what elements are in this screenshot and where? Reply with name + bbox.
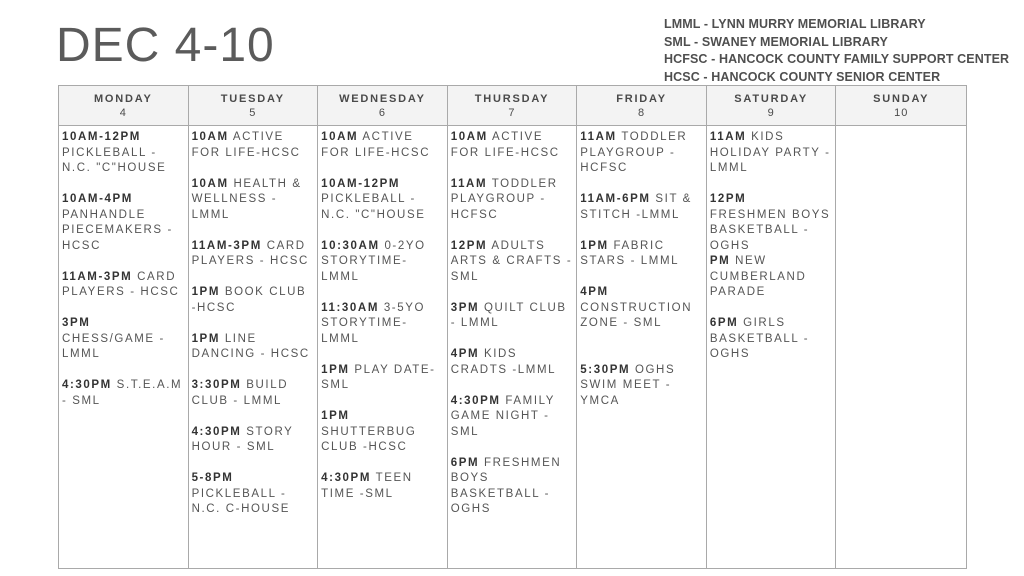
event-description: LINE DANCING - HCSC bbox=[191, 332, 310, 360]
calendar-event bbox=[451, 301, 574, 332]
event-description: ADULTS ARTS & CRAFTS -SML bbox=[450, 239, 573, 283]
calendar-event bbox=[451, 239, 574, 286]
calendar-event bbox=[192, 378, 315, 409]
event-time: 11AM bbox=[709, 131, 747, 143]
event-time: 10AM bbox=[191, 177, 229, 190]
event-description: FAMILY GAME NIGHT - SML bbox=[450, 394, 555, 438]
calendar-event bbox=[451, 130, 574, 161]
event-time: 1PM bbox=[321, 410, 350, 422]
calendar-event bbox=[580, 285, 703, 332]
calendar-event bbox=[710, 130, 833, 177]
event-time: 4:30PM bbox=[191, 425, 242, 438]
event-description: FRESHMEN BOYS BASKETBALL - OGHS bbox=[709, 208, 831, 252]
day-name: TUESDAY bbox=[220, 93, 285, 105]
calendar-event bbox=[580, 192, 703, 223]
event-time: 10AM-12PM bbox=[62, 131, 141, 143]
calendar-event bbox=[62, 130, 185, 177]
legend-item: HCFSC - HANCOCK COUNTY FAMILY SUPPORT CENTER bbox=[664, 52, 1010, 67]
event-description: ACTIVE FOR LIFE-HCSC bbox=[321, 131, 431, 159]
calendar-event bbox=[321, 130, 444, 161]
day-header-wednesday bbox=[318, 86, 448, 126]
calendar-event bbox=[62, 378, 185, 409]
event-description: STORY HOUR - SML bbox=[191, 425, 294, 453]
calendar-event bbox=[192, 177, 315, 224]
event-description: TEEN TIME -SML bbox=[321, 472, 413, 500]
event-description: CARD PLAYERS - HCSC bbox=[191, 239, 309, 267]
calendar-event bbox=[710, 254, 833, 301]
event-time: 4:30PM bbox=[62, 379, 112, 391]
event-description: PANHANDLE PIECEMAKERS - HCSC bbox=[62, 208, 173, 252]
day-header-saturday bbox=[707, 86, 837, 126]
event-description: ACTIVE FOR LIFE-HCSC bbox=[450, 131, 560, 159]
calendar-event bbox=[321, 471, 444, 502]
event-description: OGHS SWIM MEET - YMCA bbox=[580, 363, 676, 407]
day-column-friday bbox=[577, 126, 707, 568]
event-description: TODDLER PLAYGROUP - HCFSC bbox=[450, 177, 558, 221]
day-column-saturday bbox=[707, 126, 837, 568]
calendar-event bbox=[192, 239, 315, 270]
day-number: 9 bbox=[767, 107, 775, 119]
event-time: 1PM bbox=[580, 239, 609, 252]
event-time: 10AM bbox=[450, 131, 488, 143]
event-description: HEALTH & WELLNESS - LMML bbox=[191, 177, 302, 221]
event-time: 12PM bbox=[709, 193, 747, 205]
calendar-event bbox=[451, 456, 574, 518]
event-time: 6PM bbox=[709, 317, 739, 329]
calendar-event bbox=[580, 239, 703, 270]
event-description: SHUTTERBUG CLUB -HCSC bbox=[321, 425, 417, 453]
event-time: 5-8PM bbox=[191, 472, 234, 484]
day-name: THURSDAY bbox=[474, 93, 550, 105]
calendar-event bbox=[62, 270, 185, 301]
event-description: PICKLEBALL - N.C. "C"HOUSE bbox=[321, 193, 426, 221]
event-description: FABRIC STARS - LMML bbox=[580, 239, 680, 267]
event-time: PM bbox=[709, 255, 731, 267]
event-description: PICKLEBALL - N.C. C-HOUSE bbox=[191, 487, 290, 515]
day-number: 10 bbox=[894, 107, 909, 119]
event-time: 1PM bbox=[191, 286, 221, 298]
event-time: 4PM bbox=[580, 286, 609, 298]
day-name: MONDAY bbox=[93, 93, 153, 105]
event-time: 11AM-6PM bbox=[580, 193, 651, 205]
event-time: 5:30PM bbox=[580, 363, 631, 376]
event-description: 0-2YO STORYTIME- LMML bbox=[321, 239, 426, 283]
calendar-event bbox=[321, 363, 444, 394]
day-header-tuesday bbox=[189, 86, 319, 126]
calendar-event bbox=[451, 177, 574, 224]
day-name: SUNDAY bbox=[873, 93, 930, 105]
event-time: 1PM bbox=[191, 332, 221, 345]
event-description: KIDS CRADTS -LMML bbox=[450, 348, 557, 376]
event-time: 11AM-3PM bbox=[191, 239, 262, 252]
day-number: 8 bbox=[638, 107, 646, 119]
event-time: 3PM bbox=[62, 317, 91, 329]
legend-item: SML - SWANEY MEMORIAL LIBRARY bbox=[664, 34, 888, 49]
calendar-event bbox=[580, 130, 703, 177]
calendar-event bbox=[321, 409, 444, 456]
event-description: PICKLEBALL - N.C. "C"HOUSE bbox=[62, 146, 167, 174]
event-time: 10AM-12PM bbox=[321, 177, 401, 190]
event-description: KIDS HOLIDAY PARTY - LMML bbox=[709, 131, 831, 174]
event-time: 6PM bbox=[450, 456, 480, 469]
location-legend bbox=[664, 16, 1009, 86]
day-number: 5 bbox=[249, 107, 257, 119]
calendar-event bbox=[580, 363, 703, 410]
calendar-event bbox=[710, 192, 833, 254]
event-time: 11:30AM bbox=[321, 301, 380, 314]
calendar-event bbox=[451, 347, 574, 378]
day-name: WEDNESDAY bbox=[339, 93, 426, 105]
calendar-event bbox=[192, 471, 315, 518]
calendar-event bbox=[192, 425, 315, 456]
event-description: TODDLER PLAYGROUP - HCFSC bbox=[580, 131, 688, 174]
event-description: CARD PLAYERS - HCSC bbox=[62, 270, 180, 298]
event-description: 3-5YO STORYTIME- LMML bbox=[321, 301, 426, 345]
event-time: 10:30AM bbox=[321, 239, 380, 252]
calendar-event bbox=[62, 192, 185, 254]
day-name: FRIDAY bbox=[616, 93, 667, 105]
event-description: BUILD CLUB - LMML bbox=[191, 379, 289, 407]
legend-item: HCSC - HANCOCK COUNTY SENIOR CENTER bbox=[664, 69, 941, 84]
calendar-event bbox=[451, 394, 574, 441]
day-name: SATURDAY bbox=[734, 93, 808, 105]
event-description: GIRLS BASKETBALL - OGHS bbox=[709, 317, 810, 360]
event-time: 10AM bbox=[321, 131, 359, 143]
day-column-sunday bbox=[836, 126, 966, 568]
event-description: ACTIVE FOR LIFE-HCSC bbox=[191, 131, 301, 159]
calendar-event bbox=[321, 301, 444, 348]
event-description: S.T.E.A.M - SML bbox=[62, 379, 183, 407]
event-time: 4PM bbox=[450, 348, 480, 360]
calendar-event bbox=[710, 316, 833, 363]
calendar-event bbox=[192, 285, 315, 316]
event-description: PLAY DATE- SML bbox=[321, 363, 436, 391]
weekly-calendar bbox=[58, 85, 967, 569]
day-column-monday bbox=[59, 126, 189, 568]
event-description: QUILT CLUB - LMML bbox=[450, 301, 567, 329]
event-time: 11AM bbox=[450, 177, 488, 190]
day-column-wednesday bbox=[318, 126, 448, 568]
event-description: BOOK CLUB -HCSC bbox=[191, 286, 307, 314]
calendar-event bbox=[321, 239, 444, 286]
calendar-event bbox=[192, 130, 315, 161]
day-number: 7 bbox=[508, 107, 516, 119]
event-description: CONSTRUCTION ZONE - SML bbox=[580, 301, 693, 329]
day-column-thursday bbox=[448, 126, 578, 568]
event-time: 4:30PM bbox=[321, 472, 372, 484]
event-time: 11AM-3PM bbox=[62, 270, 133, 283]
event-time: 10AM bbox=[191, 131, 229, 143]
event-time: 3PM bbox=[450, 301, 480, 314]
calendar-event bbox=[192, 332, 315, 363]
day-header-sunday bbox=[836, 86, 966, 126]
calendar-event bbox=[321, 177, 444, 224]
event-description: FRESHMEN BOYS BASKETBALL - OGHS bbox=[450, 456, 562, 515]
event-time: 3:30PM bbox=[191, 379, 242, 391]
event-time: 12PM bbox=[450, 239, 488, 252]
day-number: 6 bbox=[378, 107, 386, 119]
event-time: 4:30PM bbox=[450, 394, 501, 407]
event-time: 1PM bbox=[321, 363, 350, 376]
event-time: 11AM bbox=[580, 131, 617, 143]
event-description: NEW CUMBERLAND PARADE bbox=[709, 255, 807, 298]
day-header-monday bbox=[59, 86, 189, 126]
event-description: SIT & STITCH -LMML bbox=[580, 193, 692, 221]
legend-item: LMML - LYNN MURRY MEMORIAL LIBRARY bbox=[664, 17, 926, 31]
day-column-tuesday bbox=[189, 126, 319, 568]
event-time: 10AM-4PM bbox=[62, 193, 133, 205]
page-title: DEC 4-10 bbox=[56, 19, 275, 72]
event-description: CHESS/GAME - LMML bbox=[62, 332, 165, 360]
calendar-event bbox=[62, 316, 185, 363]
day-header-thursday bbox=[448, 86, 578, 126]
day-header-friday bbox=[577, 86, 707, 126]
day-number: 4 bbox=[119, 107, 127, 119]
